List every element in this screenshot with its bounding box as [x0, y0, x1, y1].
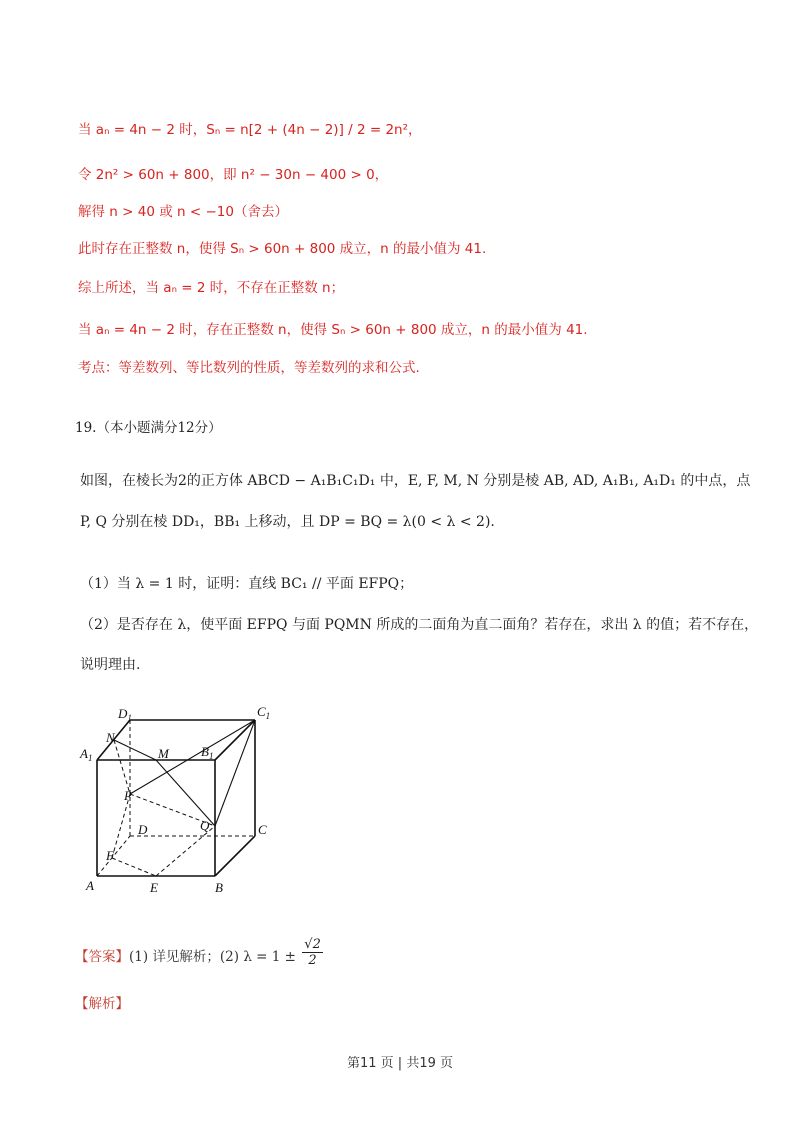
answer-fraction [302, 937, 323, 968]
question-2-cont: 说明理由. [80, 657, 141, 673]
solution-line-2: 令 2n² > 60n + 800，即 n² − 30n − 400 > 0， [78, 167, 389, 183]
label-F: F [106, 848, 114, 863]
fraction-denominator: 2 [308, 953, 317, 968]
answer-tag: 【答案】 [75, 949, 129, 965]
question-1: （1）当 λ = 1 时，证明：直线 BC₁ // 平面 EFPQ； [80, 576, 414, 592]
solution-line-6: 当 aₙ = 4n − 2 时，存在正整数 n，使得 Sₙ > 60n + 800 成立，n 的最小值为 41. [78, 322, 588, 338]
label-P: P [124, 788, 132, 803]
label-C1: $C_1$ [257, 704, 271, 721]
label-D: D [138, 822, 148, 837]
fraction-numerator: √2 [304, 937, 321, 952]
cube-diagram [70, 698, 310, 898]
solution-line-4: 此时存在正整数 n，使得 Sₙ > 60n + 800 成立，n 的最小值为 41. [78, 241, 487, 257]
label-E: E [150, 880, 158, 895]
problem-stem-line-2: P, Q 分别在棱 DD₁，BB₁ 上移动，且 DP = BQ = λ(0 < λ < 2). [80, 514, 495, 530]
page-footer: 第11 页 | 共19 页 [347, 1056, 453, 1071]
answer-line [75, 937, 325, 968]
label-B: B [215, 880, 223, 895]
label-B1: $B_1$ [201, 744, 214, 761]
solution-line-1: 当 aₙ = 4n − 2 时，Sₙ = n[2 + (4n − 2)] / 2 = 2n²， [78, 122, 422, 138]
answer-text: (1) 详见解析；(2) λ = 1 ± [129, 949, 296, 965]
solution-line-3: 解得 n > 40 或 n < −10（舍去） [78, 204, 288, 220]
label-A1: $A_1$ [80, 746, 93, 763]
question-2: （2）是否存在 λ，使平面 EFPQ 与面 PQMN 所成的二面角为直二面角？若存在，求出 λ 的值；若不存在， [80, 617, 759, 633]
solution-line-7: 考点：等差数列、等比数列的性质，等差数列的求和公式. [78, 360, 420, 376]
label-D1: $D_1$ [118, 706, 132, 723]
solution-line-5: 综上所述，当 aₙ = 2 时，不存在正整数 n； [78, 280, 345, 296]
label-M: M [158, 746, 169, 761]
problem-header: 19.（本小题满分12分） [75, 420, 222, 436]
problem-stem-line-1: 如图，在棱长为2的正方体 ABCD − A₁B₁C₁D₁ 中，E, F, M, N 分别是棱 AB, AD, A₁B₁, A₁D₁ 的中点，点 [80, 473, 751, 489]
label-Q: Q [200, 818, 210, 833]
analysis-tag: 【解析】 [75, 996, 129, 1012]
label-A: A [86, 878, 94, 893]
label-C: C [258, 822, 267, 837]
label-N: N [106, 730, 115, 745]
